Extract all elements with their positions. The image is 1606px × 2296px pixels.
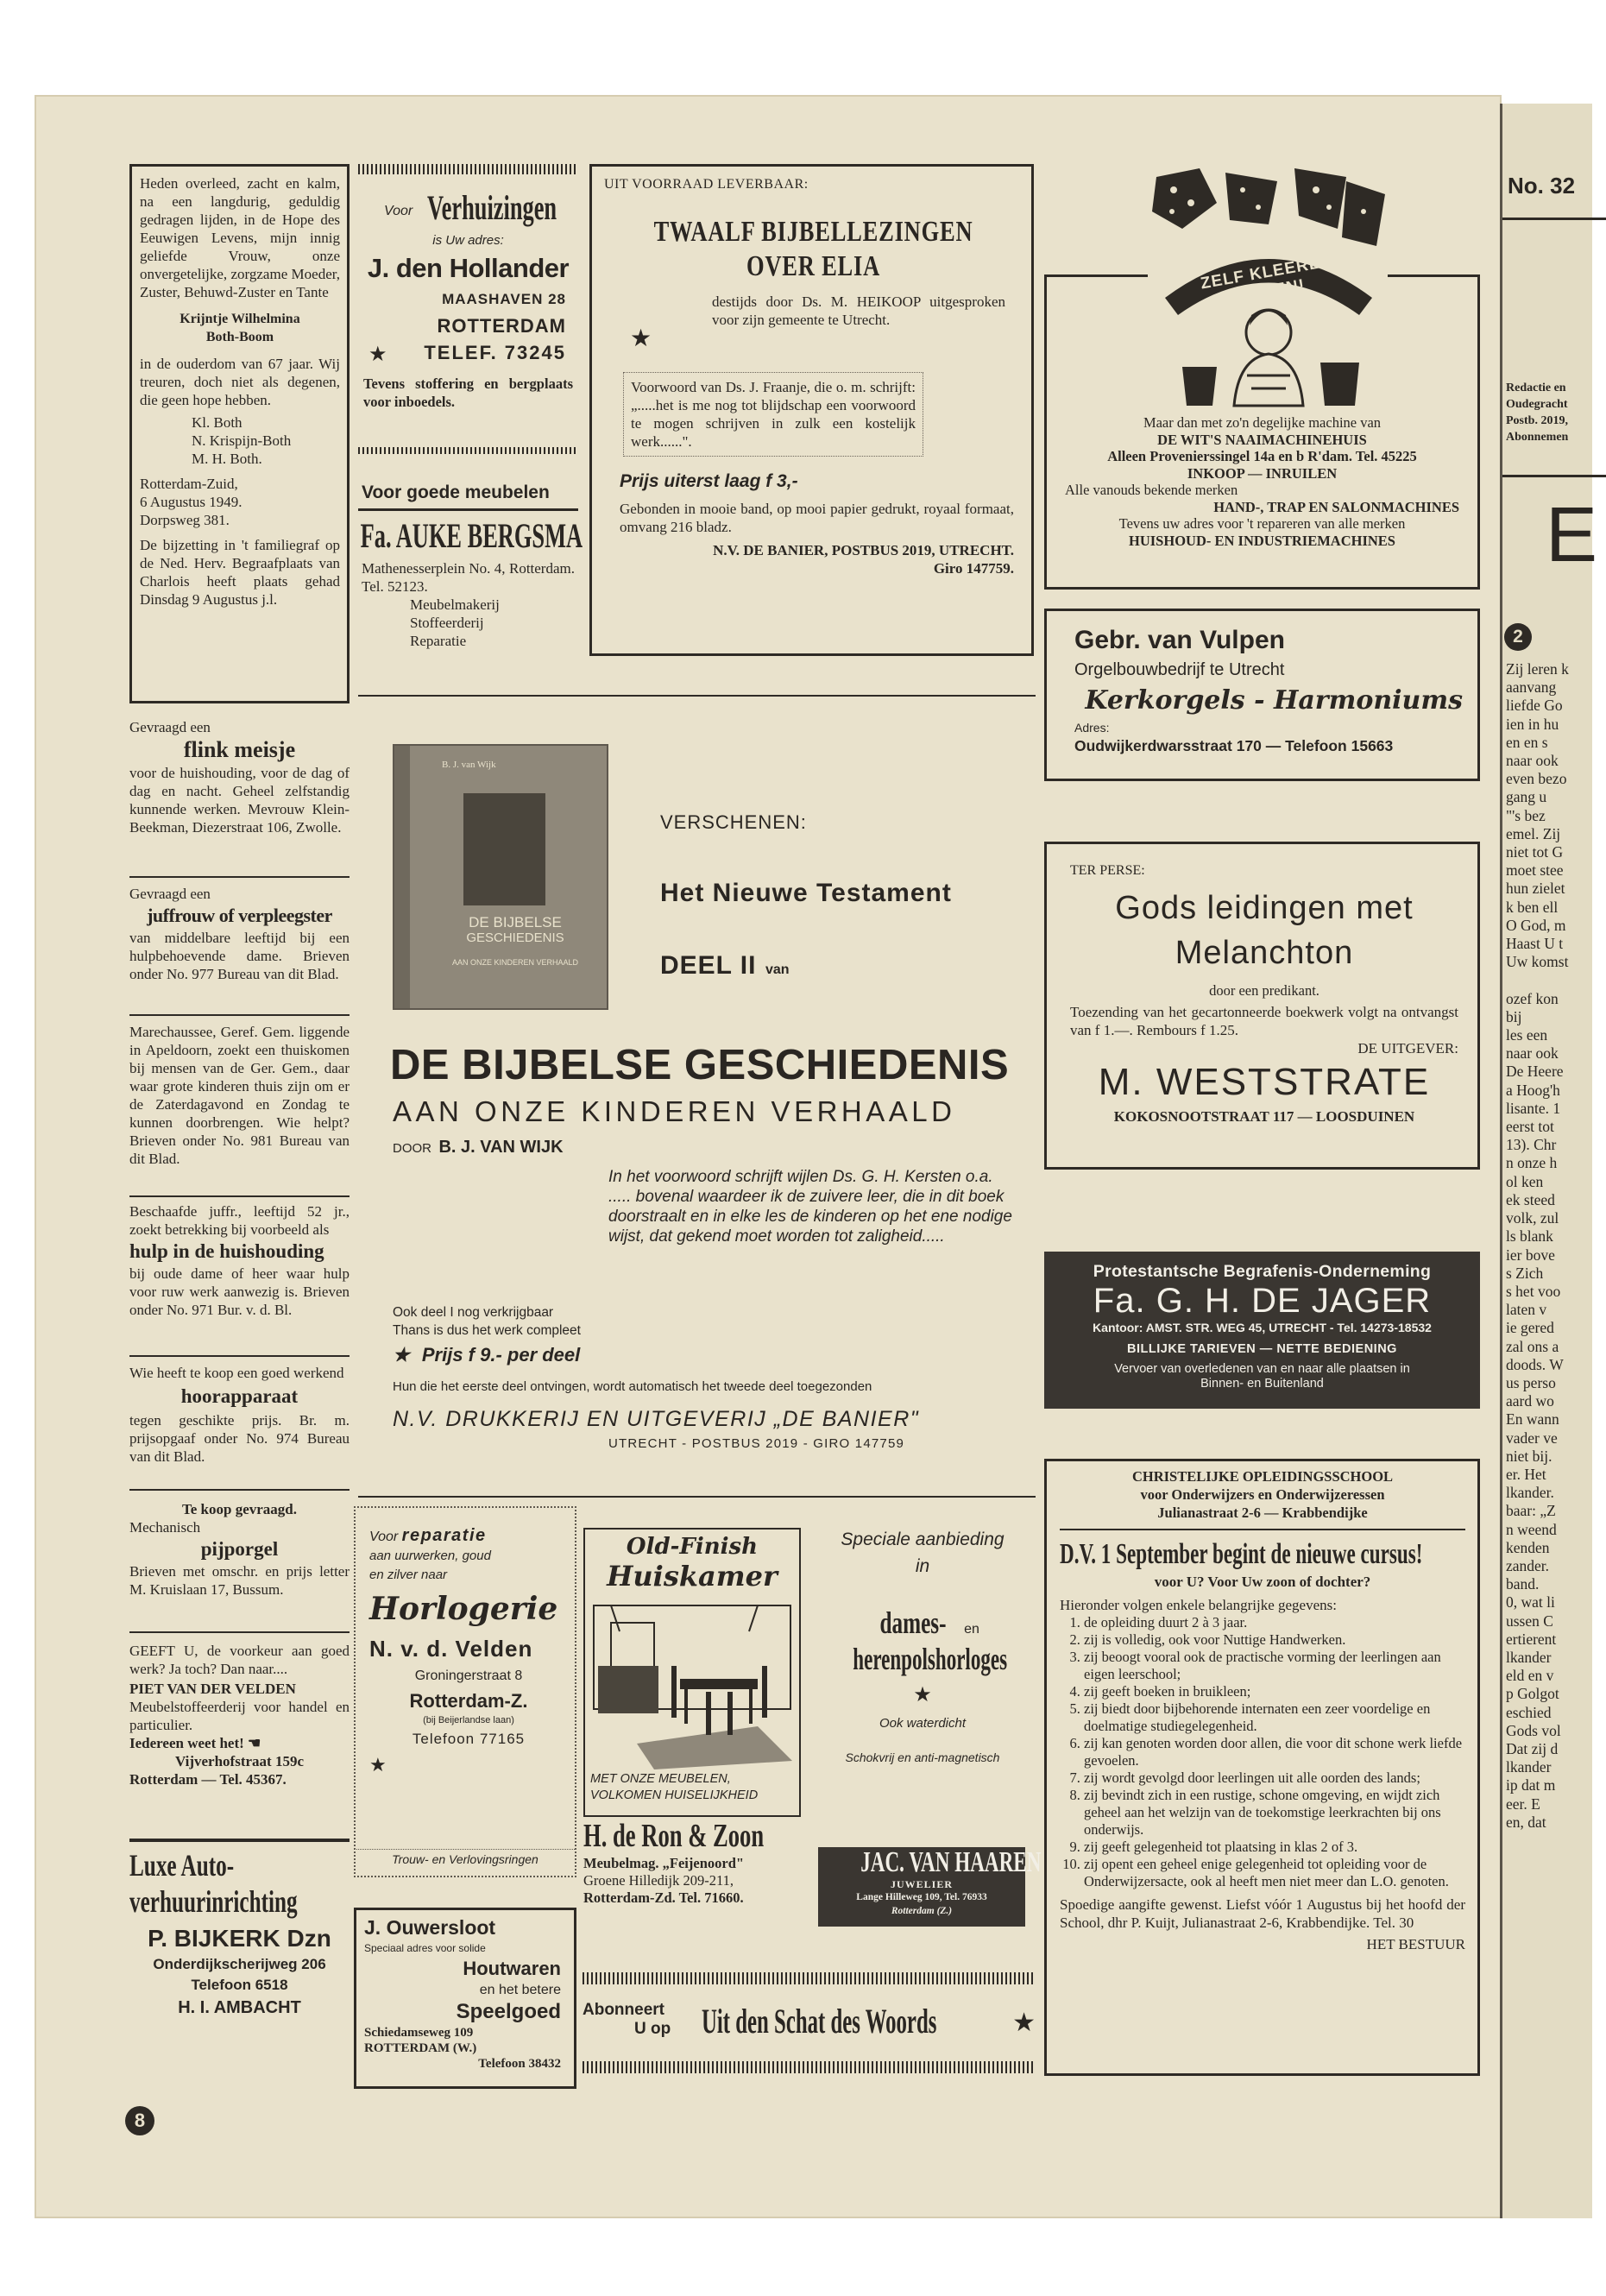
abonneert-hatch-top — [583, 1972, 1036, 1984]
star-icon: ★ — [393, 1344, 410, 1366]
meisje-headline: flink meisje — [183, 737, 296, 762]
next-page-line: De Heere — [1506, 1063, 1564, 1081]
naaimachine-line2: Alleen Provenierssingel 14a en b R'dam. Tel. 45225 — [1107, 448, 1417, 464]
horlogerie-line3: en zilver naar — [369, 1567, 448, 1582]
juffrouw-body: van middelbare leeftijd bij een hulpbehoevende dame. Brieven onder No. 977 Bureau van dit Blad. — [129, 930, 350, 982]
abonneert-l2: U op — [634, 2020, 671, 2038]
marechaussee-text: Marechaussee, Geref. Gem. liggende in Apeldoorn, zoekt een thuiskomen bij mensen van de Ger. Gem., daar waar grote kinderen thuis zijn om er de Zaterdagavond en Zondag te kunnen doorbrengen. Wie helpt? Brieven onder No. 981 Bureau van dit Blad. — [129, 1024, 350, 1167]
obituary-name-2: Both-Boom — [205, 330, 274, 344]
banier-thans: Thans is dus het werk compleet — [393, 1323, 581, 1338]
bijkerk-name: P. BIJKERK Dzn — [148, 1925, 331, 1952]
book-cover-image — [393, 744, 608, 1010]
horlogerie-footer: Trouw- en Verlovingsringen — [354, 1849, 576, 1866]
opleiding-list-item: 5. zij biedt door bijbehorende internaten een zeer voordelige en doelmatige studiegelegenheid. — [1084, 1700, 1465, 1735]
elia-binding: Gebonden in mooie band, op mooi papier gedrukt, royaal formaat, omvang 216 bladz. — [620, 501, 1014, 535]
melanchton-title-1: Gods leidingen met — [1115, 890, 1414, 926]
next-page-line: even bezo — [1506, 770, 1567, 788]
next-page-line: O God, m — [1506, 916, 1566, 934]
book-subtitle: AAN ONZE KINDEREN VERHAALD — [451, 958, 579, 967]
next-page-line: eerst tot — [1506, 1118, 1554, 1136]
jager-line1: Protestantsche Begrafenis-Onderneming — [1093, 1262, 1432, 1281]
opleiding-list-item: 7. zij wordt gevolgd door leerlingen uit alle oorden des lands; — [1084, 1769, 1465, 1787]
velden-ad-name: PIET VAN DER VELDEN — [129, 1681, 296, 1697]
next-page-line: niet bij. — [1506, 1447, 1552, 1465]
elia-quote: Voorwoord van Ds. J. Fraanje, die o. m. schrijft: „.....het is me nog tot blijdschap een voorwoord te mogen schrijven in zulk een kostelijk werk......". — [631, 379, 916, 450]
jager-box — [1044, 1252, 1480, 1409]
next-page-big-letter: E — [1546, 492, 1598, 578]
hollander-sub: is Uw adres: — [432, 233, 504, 248]
hollander-name: J. den Hollander — [367, 253, 570, 283]
vulpen-name: Gebr. van Vulpen — [1074, 626, 1285, 654]
next-page-line: eld en v — [1506, 1667, 1554, 1685]
next-page-column — [1506, 660, 1569, 1832]
huiskamer-title-1: Old-Finish — [626, 1534, 759, 1560]
book-author: B. J. van Wijk — [442, 760, 496, 770]
next-page-masthead-line: Oudegracht — [1506, 398, 1568, 411]
jager-name: Fa. G. H. DE JAGER — [1093, 1282, 1432, 1320]
bijkerk-street: Onderdijkscherijweg 206 — [153, 1956, 326, 1972]
vulpen-address: Oudwijkerdwarsstraat 170 — Telefoon 15663 — [1074, 737, 1394, 754]
next-page-line: "'s bez — [1506, 806, 1546, 824]
velden-ad-body: GEEFT U, de voorkeur aan goed werk? Ja toch? Dan naar.... — [129, 1643, 350, 1677]
velden-ad-line1: Meubelstoffeerderij voor handel en particulier. — [129, 1699, 350, 1733]
banier-big-title: DE BIJBELSE GESCHIEDENIS — [390, 1042, 1010, 1088]
ouwersloot-w1: Houtwaren — [463, 1958, 561, 1979]
next-page-line: laten v — [1506, 1301, 1547, 1319]
horlogerie-street: Groningerstraat 8 — [414, 1668, 523, 1683]
next-page-line: lisante. 1 — [1506, 1099, 1561, 1117]
next-page-line: 13). Chr — [1506, 1136, 1557, 1154]
beschaafde-intro: Beschaafde juffr., leeftijd 52 jr., zoekt betrekking bij voorbeeld als — [129, 1203, 350, 1238]
next-page-line: baar: „Z — [1506, 1502, 1556, 1520]
hollander-bottom-hatch — [358, 447, 578, 454]
abonneert-title: Uit den Schat des Woords — [702, 2002, 937, 2041]
hoorapparaat-headline: hoorapparaat — [180, 1385, 299, 1407]
huiskamer-name: H. de Ron & Zoon — [583, 1818, 765, 1854]
bergsma-address: Mathenesserplein No. 4, Rotterdam. Tel. 52123. — [362, 560, 575, 595]
room-illustration — [585, 1597, 799, 1769]
horlogerie-name: N. v. d. Velden — [369, 1636, 533, 1662]
obituary-text-2: in de ouderdom van 67 jaar. Wij treuren, doch niet als degenen, die geen hope hebben. — [140, 356, 340, 408]
next-page-header: No. 32 — [1508, 173, 1576, 199]
huiskamer-line3: Rotterdam-Zd. Tel. 71660. — [583, 1889, 744, 1906]
next-page-line: a Hoog'h — [1506, 1081, 1560, 1099]
opleiding-list-item: 3. zij beoogt vooral ook de practische vorming der leerlingen aan eigen leerschool; — [1084, 1649, 1465, 1683]
obituary-signer: N. Krispijn-Both — [192, 432, 292, 449]
next-page-line: s het voo — [1506, 1282, 1561, 1300]
opleiding-list — [1084, 1614, 1465, 1890]
ouwersloot-w3: Speelgoed — [456, 2000, 561, 2023]
huiskamer-caption-2: VOLKOMEN HUISELIJKHEID — [590, 1788, 759, 1802]
haaren-name: JAC. VAN HAAREN — [860, 1846, 1042, 1878]
hollander-headline: Verhuizingen — [427, 188, 557, 227]
banier-big-subtitle: AAN ONZE KINDEREN VERHAALD — [393, 1095, 956, 1127]
haaren-juwelier: JUWELIER — [890, 1878, 953, 1890]
huiskamer-line2: Groene Hilledijk 209-211, — [583, 1872, 734, 1889]
next-page-line: Zij leren k — [1506, 660, 1569, 678]
next-page-line: Gods vol — [1506, 1721, 1561, 1739]
next-page-line: s Zich — [1506, 1264, 1544, 1282]
next-page-line: ls blank — [1506, 1227, 1553, 1246]
next-page-line: Uw komst — [1506, 953, 1569, 971]
hoorapparaat-intro: Wie heeft te koop een goed werkend — [129, 1365, 344, 1381]
vulpen-adres-label: Adres: — [1074, 721, 1110, 735]
next-page-line: en en s — [1506, 733, 1548, 751]
elia-publisher: N.V. DE BANIER, POSTBUS 2019, UTRECHT. — [713, 542, 1014, 558]
beschaafde-body: bij oude dame of heer waar hulp voor ruw werk aanwezig is. Brieven onder No. 971 Bur. v. d. Bl. — [129, 1265, 350, 1318]
bijkerk-title-2: verhuurinrichting — [129, 1884, 298, 1919]
haaren-dames: dames- — [879, 1605, 947, 1640]
opleiding-footer: Spoedige aangifte gewenst. Liefst vóór 1 Augustus bij het hoofd der School, dhr P. Kuijt, Julianastraat 2-6, Krabbendijke. Tel. 30 — [1060, 1896, 1465, 1931]
pointing-hand-icon: ☚ — [248, 1735, 261, 1751]
naaimachine-line5: HAND-, TRAP EN SALONMACHINES — [1213, 498, 1459, 515]
next-page-line: ie gered — [1506, 1319, 1554, 1337]
naaimachine-line7: HUISHOUD- EN INDUSTRIEMACHINES — [1129, 532, 1395, 549]
horlogerie-city: Rotterdam-Z. — [409, 1690, 528, 1712]
melanchton-name: M. WESTSTRATE — [1098, 1061, 1431, 1103]
next-page-line: emel. Zij — [1506, 824, 1561, 842]
star-icon: ★ — [368, 344, 387, 366]
next-page-line: niet tot G — [1506, 843, 1564, 861]
bergsma-name: Fa. AUKE BERGSMA — [360, 516, 583, 555]
bergsma-service: Meubelmakerij — [410, 596, 500, 613]
obituary-burial: De bijzetting in 't familiegraf op de Ned. Herv. Begraafplaats van Charlois heeft plaats gehad Dinsdag 9 Augustus j.l. — [140, 537, 340, 608]
next-page-line: aanvang — [1506, 678, 1557, 697]
huiskamer-illustration-box — [583, 1528, 801, 1817]
bergsma-service: Stoffeerderij — [410, 615, 484, 631]
haaren-line2: in — [915, 1556, 930, 1576]
page-number: 8 — [125, 2106, 154, 2135]
next-page-line: ek steed — [1506, 1190, 1555, 1208]
next-page-line: ier bove — [1506, 1246, 1555, 1264]
next-page-line: n weend — [1506, 1520, 1557, 1538]
vulpen-script: Kerkorgels - Harmoniums — [1085, 685, 1463, 716]
elia-giro: Giro 147759. — [933, 560, 1014, 577]
elia-price: Prijs uiterst laag f 3,- — [620, 471, 798, 491]
banier-quote: In het voorwoord schrijft wijlen Ds. G. H. Kersten o.a. ..... bovenal waardeer ik de zuivere leer, die in dit boek doorstraalt en in elke les de kinderen op het ene nodige wijst, dat gekend moet worden tot zaligheid..... — [608, 1168, 1012, 1246]
naaimachine-line4: Alle vanouds bekende merken — [1065, 482, 1238, 498]
velden-ad-city: Rotterdam — Tel. 45367. — [129, 1771, 287, 1788]
juffrouw-headline: juffrouw of verpleegster — [147, 905, 332, 926]
opleiding-list-item: 6. zij kan genoten worden door allen, die voor dit schone werk liefde gevoelen. — [1084, 1735, 1465, 1769]
next-page-line: 0, wat li — [1506, 1593, 1555, 1612]
star-icon: ★ — [913, 1684, 932, 1706]
next-page-line: bij — [1506, 1007, 1522, 1025]
next-page-line: kenden — [1506, 1538, 1550, 1556]
ouwersloot-name: J. Ouwersloot — [364, 1916, 496, 1939]
opleiding-headline: D.V. 1 September begint de nieuwe cursus! — [1060, 1538, 1423, 1570]
next-page-line: doods. W — [1506, 1355, 1564, 1373]
opleiding-h3: Julianastraat 2-6 — Krabbendijke — [1157, 1504, 1368, 1521]
next-page-line: ertierent — [1506, 1630, 1557, 1648]
haaren-en: en — [964, 1622, 979, 1637]
jager-office: Kantoor: AMST. STR. WEG 45, UTRECHT - Tel. 14273-18532 — [1093, 1321, 1432, 1334]
next-page-line — [1506, 971, 1569, 989]
horlogerie-line2: aan uurwerken, goud — [369, 1549, 491, 1563]
opleiding-list-item: 10. zij opent een geheel enige gelegenheid tot opleiding voor de Onderwijzersacte, ook al heeft men niet meer dan L.O. genoten. — [1084, 1856, 1465, 1890]
next-page-masthead-line: Postb. 2019, — [1506, 414, 1568, 427]
huiskamer-caption-1: MET ONZE MEUBELEN, — [590, 1772, 731, 1786]
bergsma-header: Voor goede meubelen — [362, 483, 550, 502]
naaimachine-banner: ZELF KLEEREN MAKEN! — [1199, 251, 1335, 306]
meisje-body: voor de huishouding, voor de dag of dag en nacht. Geheel zelfstandig kunnende werken. Mevrouw Klein-Beekman, Diezerstraat 106, Zwolle. — [129, 765, 350, 836]
pijporgel-intro-2: Mechanisch — [129, 1519, 201, 1536]
beschaafde-headline: hulp in de huishouding — [129, 1240, 324, 1262]
next-page-line: hun zielet — [1506, 880, 1565, 898]
next-page-line: naar ook — [1506, 1044, 1559, 1063]
bijkerk-phone: Telefoon 6518 — [191, 1977, 288, 1993]
elia-title-2: OVER ELIA — [746, 250, 881, 282]
bijkerk-town: H. I. AMBACHT — [178, 1998, 301, 2017]
banier-price-line: ★ Prijs f 9.- per deel — [393, 1344, 581, 1366]
ouwersloot-phone: Telefoon 38432 — [478, 2057, 561, 2071]
elia-description: destijds door Ds. M. HEIKOOP uitgesproken voor zijn gemeente te Utrecht. — [712, 293, 1005, 328]
next-page-line: lkander. — [1506, 1484, 1554, 1502]
next-page-line: zander. — [1506, 1556, 1550, 1574]
next-page-line: ussen C — [1506, 1612, 1553, 1630]
vulpen-sub: Orgelbouwbedrijf te Utrecht — [1074, 660, 1285, 679]
next-page-line: band. — [1506, 1575, 1540, 1593]
opleiding-h1: CHRISTELIJKE OPLEIDINGSSCHOOL — [1131, 1468, 1394, 1485]
pijporgel-headline: pijporgel — [200, 1538, 279, 1560]
haaren-heren: herenpolshorloges — [853, 1642, 1008, 1676]
melanchton-title-2: Melanchton — [1175, 935, 1354, 971]
next-page-line: n onze h — [1506, 1154, 1558, 1172]
huiskamer-title-2: Huiskamer — [607, 1560, 778, 1593]
ouwersloot-street: Schiedamseweg 109 — [364, 2026, 474, 2040]
naaimachine-line1: Maar dan met zo'n degelijke machine van — [1143, 414, 1382, 431]
opleiding-list-item: 1. de opleiding duurt 2 à 3 jaar. — [1084, 1614, 1465, 1631]
star-icon: ★ — [369, 1754, 387, 1776]
star-icon: ★ — [1012, 2009, 1036, 2037]
opleiding-list-item: 4. zij geeft boeken in bruikleen; — [1084, 1683, 1465, 1700]
haaren-logo — [818, 1846, 1042, 1927]
next-page-line: vader ve — [1506, 1429, 1558, 1447]
naaimachine-line3: INKOOP — INRUILEN — [1187, 464, 1338, 482]
abonneert-hatch-bottom — [583, 2061, 1036, 2073]
next-page-line: gang u — [1506, 788, 1547, 806]
elia-label: UIT VOORRAAD LEVERBAAR: — [604, 177, 809, 192]
next-page-line: eer. E — [1506, 1795, 1540, 1813]
elia-quote-box — [623, 372, 923, 457]
opleiding-sign: HET BESTUUR — [1366, 1936, 1465, 1952]
horlogerie-script: Horlogerie — [369, 1591, 558, 1627]
next-page-line: naar ook — [1506, 752, 1559, 770]
haaren-schokvrij: Schokvrij en anti-magnetisch — [845, 1750, 1000, 1764]
jager-tags: BILLIJKE TARIEVEN — NETTE BEDIENING — [1127, 1342, 1397, 1356]
opleiding-list-item: 2. zij is volledig, ook voor Nuttige Handwerken. — [1084, 1631, 1465, 1649]
book-title-2: GESCHIEDENIS — [466, 930, 564, 945]
next-page-line: les een — [1506, 1026, 1548, 1044]
hollander-voor: Voor — [384, 204, 413, 218]
hollander-city: ROTTERDAM — [437, 315, 566, 337]
juffrouw-intro: Gevraagd een — [129, 886, 211, 902]
velden-ad-street: Vijverhofstraat 159c — [174, 1753, 304, 1769]
ouwersloot-w2: en het betere — [479, 1983, 561, 1997]
pijporgel-body: Brieven met omschr. en prijs letter M. Kruislaan 17, Bussum. — [129, 1563, 350, 1598]
next-page-line: en, dat — [1506, 1813, 1546, 1831]
bijkerk-title-1: Luxe Auto- — [129, 1848, 235, 1883]
next-page-line: ien in hu — [1506, 715, 1559, 733]
obituary-place: Rotterdam-Zuid, — [140, 476, 238, 492]
next-page-circle-number: 2 — [1504, 623, 1532, 651]
ouwersloot-city: ROTTERDAM (W.) — [364, 2041, 477, 2055]
horlogerie-phone: Telefoon 77165 — [412, 1731, 526, 1747]
bergsma-services — [358, 596, 578, 650]
haaren-line1: Speciale aanbieding — [841, 1530, 1005, 1549]
banier-author: B. J. VAN WIJK — [438, 1138, 564, 1157]
obituary-signer: Kl. Both — [192, 414, 242, 431]
next-page-line: us perso — [1506, 1373, 1556, 1391]
banier-publisher: N.V. DRUKKERIJ EN UITGEVERIJ „DE BANIER" — [393, 1407, 920, 1431]
huiskamer-line1: Meubelmag. „Feijenoord" — [583, 1855, 745, 1871]
next-page-line: aard wo — [1506, 1392, 1554, 1410]
hollander-hatch — [358, 164, 578, 174]
banier-van: van — [765, 962, 790, 977]
star-icon: ★ — [630, 325, 652, 352]
next-page-line: eschied — [1506, 1703, 1552, 1721]
naaimachine-line6: Tevens uw adres voor 't repareren van alle merken — [1118, 515, 1406, 532]
banier-title: Het Nieuwe Testament — [660, 879, 952, 907]
opleiding-list-item: 9. zij geeft gelegenheid tot plaatsing in klas 2 of 3. — [1084, 1839, 1465, 1856]
haaren-address: Lange Hilleweg 109, Tel. 76933 — [856, 1892, 987, 1902]
hoorapparaat-body: tegen geschikte prijs. Br. m. prijsopgaaf onder No. 974 Bureau van dit Blad. — [129, 1412, 350, 1465]
meisje-intro: Gevraagd een — [129, 719, 211, 735]
next-page-line: moet stee — [1506, 861, 1564, 880]
horlogerie-reparatie: reparatie — [401, 1526, 487, 1545]
obituary-signer: M. H. Both. — [192, 451, 262, 467]
ouwersloot-sub: Speciaal adres voor solide — [364, 1942, 486, 1954]
obituary-date: 6 Augustus 1949. — [140, 494, 242, 510]
obituary-name: Krijntje Wilhelmina — [179, 312, 300, 326]
opleiding-question: voor U? Voor Uw zoon of dochter? — [1154, 1574, 1371, 1590]
next-page-line: zal ons a — [1506, 1337, 1559, 1355]
next-page-line: liefde Go — [1506, 697, 1563, 715]
next-page-line: volk, zul — [1506, 1209, 1559, 1227]
haaren-waterdicht: Ook waterdicht — [879, 1716, 967, 1731]
next-page-line: En wann — [1506, 1410, 1559, 1429]
obituary-signers — [192, 413, 340, 468]
banier-address: UTRECHT - POSTBUS 2019 - GIRO 147759 — [608, 1436, 905, 1451]
haaren-city: Rotterdam (Z.) — [891, 1906, 953, 1916]
horlogerie-near: (bij Beijerlandse laan) — [423, 1715, 514, 1725]
elia-title-1: TWAALF BIJBELLEZINGEN — [653, 216, 973, 248]
opleiding-list-item: 8. zij bevindt zich in een rustige, schone omgeving, en wijdt zich geheel aan het welzijn van de toekomstige leerkrachten bij ons onderwijs. — [1084, 1787, 1465, 1839]
bergsma-service: Reparatie — [410, 633, 467, 649]
obituary-street: Dorpsweg 381. — [140, 512, 230, 528]
banier-door: DOOR — [393, 1141, 431, 1156]
melanchton-address: KOKOSNOOTSTRAAT 117 — LOOSDUINEN — [1113, 1108, 1415, 1125]
next-page-line: ol ken — [1506, 1172, 1544, 1190]
opleiding-h2: voor Onderwijzers en Onderwijzeressen — [1140, 1486, 1385, 1503]
opleiding-intro: Hieronder volgen enkele belangrijke gegevens: — [1060, 1597, 1337, 1613]
abonneert-l1: Abonneert — [583, 2001, 664, 2019]
horlogerie-voor: Voor — [369, 1530, 399, 1544]
adjacent-page-edge — [1500, 104, 1598, 2218]
hollander-footer: Tevens stoffering en bergplaats voor inboedels. — [363, 375, 573, 410]
naaimachine-name: DE WIT'S NAAIMACHINEHUIS — [1157, 431, 1367, 448]
hollander-phone: TELEF. 73245 — [424, 342, 566, 363]
next-page-line: ozef kon — [1506, 989, 1559, 1007]
next-page-line: lkander — [1506, 1648, 1552, 1666]
pijporgel-intro: Te koop gevraagd. — [181, 1501, 298, 1517]
jager-line3: Vervoer van overledenen van en naar alle plaatsen in Binnen- en Buitenland — [1114, 1362, 1410, 1391]
melanchton-label: TER PERSE: — [1070, 863, 1145, 878]
sewing-illustration — [1148, 168, 1388, 406]
melanchton-by: door een predikant. — [1209, 982, 1319, 999]
melanchton-uitgever: DE UITGEVER: — [1357, 1040, 1458, 1057]
obituary-text: Heden overleed, zacht en kalm, na een langdurig, geduldig gedragen lijden, in de Hope des Eeuwigen Levens, mijn innig geliefde Vrouw, onze onvergetelijke, zorgzame Moeder, Zuster, Behuwd-Zuster en Tante — [140, 175, 340, 300]
velden-ad-line2: Iedereen weet het! ☚ — [129, 1735, 261, 1751]
banier-verschenen: VERSCHENEN: — [660, 811, 807, 833]
next-page-line: p Golgot — [1506, 1685, 1559, 1703]
banier-deel: DEEL II — [660, 951, 757, 980]
next-page-masthead — [1506, 380, 1568, 445]
next-page-line: lkander — [1506, 1758, 1552, 1776]
next-page-masthead-line: Redactie en — [1506, 382, 1566, 394]
next-page-line: er. Het — [1506, 1465, 1546, 1483]
book-title-1: DE BIJBELSE — [469, 914, 562, 930]
melanchton-body: Toezending van het gecartonneerde boekwerk volgt na ontvangst van f 1.—. Rembours f 1.25. — [1070, 1004, 1458, 1038]
banier-ook: Ook deel I nog verkrijgbaar — [393, 1305, 554, 1320]
banier-hun: Hun die het eerste deel ontvingen, wordt automatisch het tweede deel toegezonden — [393, 1379, 872, 1394]
hollander-street: MAASHAVEN 28 — [442, 291, 566, 307]
next-page-line: ip dat m — [1506, 1776, 1556, 1795]
next-page-masthead-line: Abonnemen — [1506, 431, 1569, 444]
next-page-line: Haast U t — [1506, 935, 1564, 953]
next-page-line: Dat zij d — [1506, 1739, 1559, 1757]
next-page-line: k ben ell — [1506, 898, 1559, 916]
